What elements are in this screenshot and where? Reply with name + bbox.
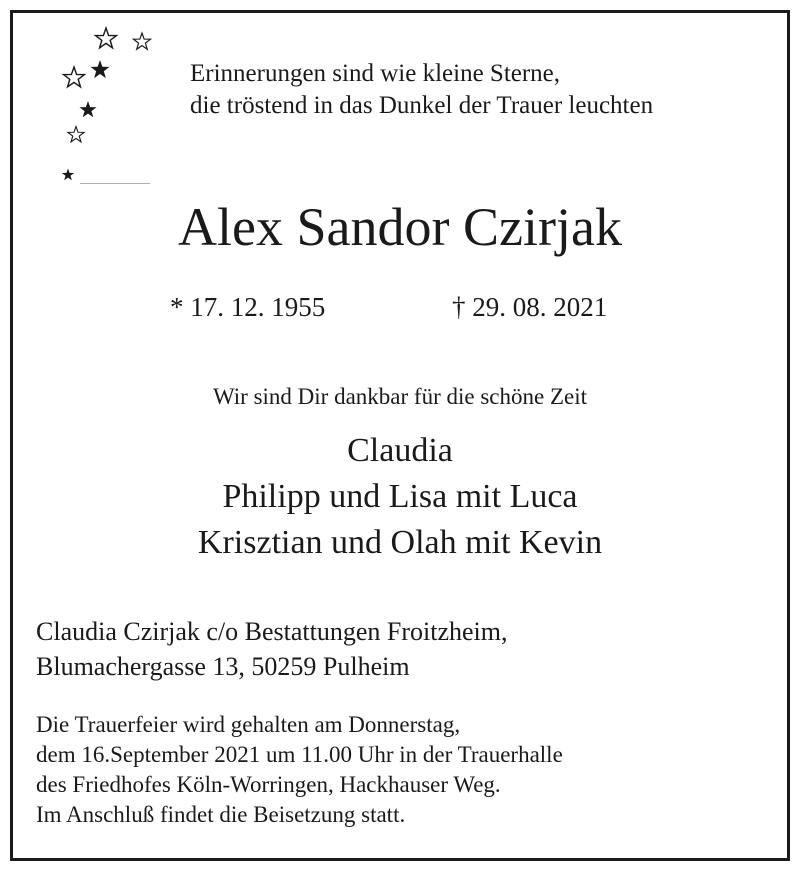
contact-address: [36, 614, 508, 684]
death-date: † 29. 08. 2021: [452, 292, 608, 322]
stars-icon: [48, 22, 158, 192]
ceremony-line: Die Trauerfeier wird gehalten am Donnerstag,: [36, 712, 461, 737]
quote-line: die tröstend in das Dunkel der Trauer leuchten: [190, 92, 654, 119]
star-outline-icon: [96, 28, 117, 48]
mourner-entry: Claudia: [347, 432, 453, 469]
star-filled-icon: [90, 60, 109, 78]
stars-divider: [80, 183, 150, 184]
star-filled-icon: [62, 169, 74, 181]
mourners-list: [0, 428, 800, 566]
mourner-entry: Philipp und Lisa mit Luca: [222, 478, 578, 515]
mourner-entry: Krisztian und Olah mit Kevin: [197, 524, 603, 561]
birth-date: * 17. 12. 1955: [170, 292, 326, 322]
thanks-line: Wir sind Dir dankbar für die schöne Zeit: [213, 384, 587, 409]
address-line: Claudia Czirjak c/o Bestattungen Froitzheim,: [36, 617, 508, 646]
ceremony-line: des Friedhofes Köln-Worringen, Hackhauser Weg.: [36, 772, 501, 797]
deceased-name: Alex Sandor Czirjak: [178, 197, 622, 257]
star-outline-icon: [68, 127, 84, 142]
star-filled-icon: [79, 101, 96, 117]
star-outline-icon: [64, 67, 85, 87]
memorial-quote: [190, 58, 653, 122]
address-line: Blumachergasse 13, 50259 Pulheim: [36, 652, 410, 681]
ceremony-line: Im Anschluß findet die Beisetzung statt.: [36, 802, 406, 827]
quote-line: Erinnerungen sind wie kleine Sterne,: [190, 60, 561, 87]
ceremony-line: dem 16.September 2021 um 11.00 Uhr in der Trauerhalle: [36, 742, 563, 767]
star-outline-icon: [133, 33, 150, 49]
ceremony-info: [36, 710, 563, 830]
